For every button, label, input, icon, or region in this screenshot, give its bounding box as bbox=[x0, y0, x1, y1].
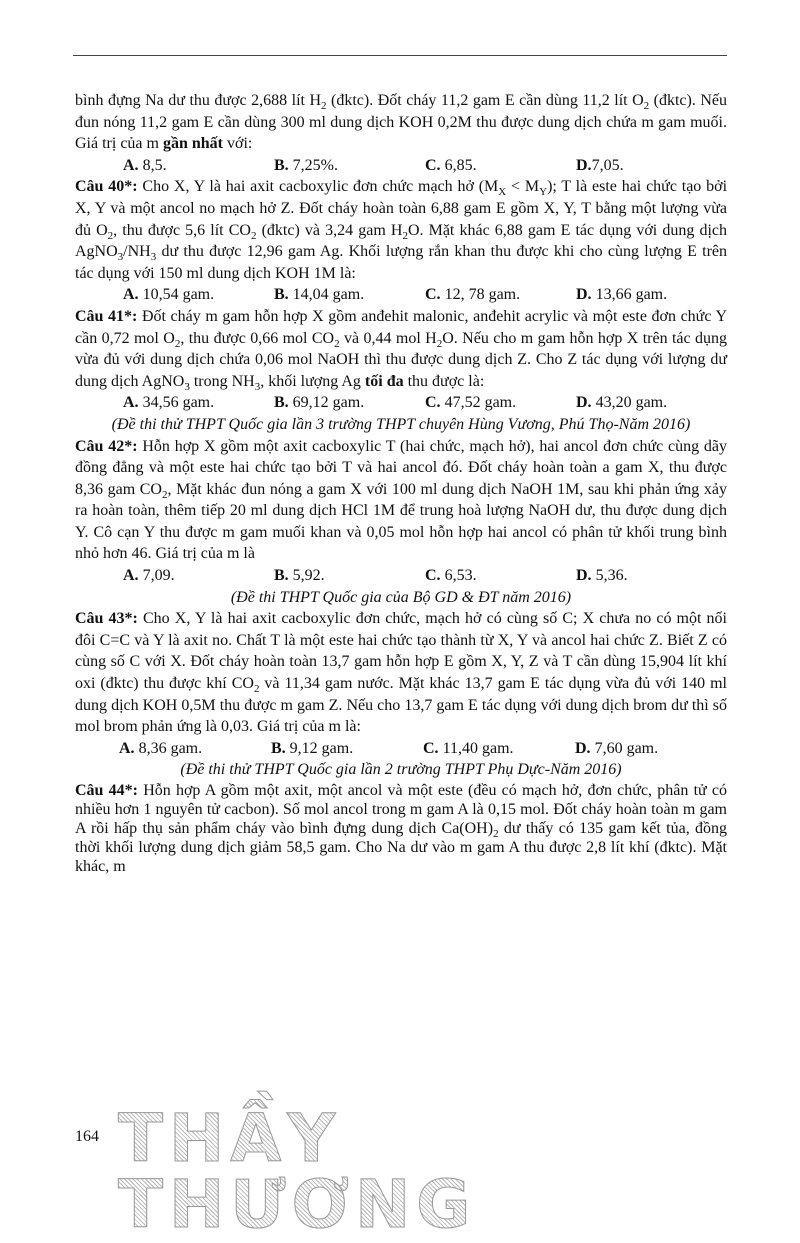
option-b: B. 14,04 gam. bbox=[274, 286, 365, 304]
question-42: Câu 42*: Hỗn hợp X gồm một axit cacboxylic T (hai chức, mạch hở), hai ancol đơn chức cùng dãy đồng đẳng và một este hai chức tạo bởi T và hai ancol đó. Đốt cháy hoàn toàn a gam X, thu được 8,36 gam $CO_2$, Mặt khác đun nóng a gam X với 100 ml dung dịch NaOH 1M, sau khi phản ứng xảy ra hoàn toàn, thêm tiếp 20 ml dung dịch HCl 1M để trung hoà lượng NaOH dư, thu được dung dịch Y. Cô cạn Y thu được m gam muối khan và 0,05 mol hỗn hợp hai ancol có phân tử khối trung bình nhỏ hơn 46. Giá trị của m là bbox=[75, 437, 728, 563]
option-a: A. 10,54 gam. bbox=[123, 286, 215, 304]
page-content bbox=[75, 90, 727, 876]
option-d: D. 43,20 gam. bbox=[576, 394, 668, 412]
option-a: A. 34,56 gam. bbox=[123, 394, 215, 412]
intro-options bbox=[123, 155, 727, 177]
watermark-logo: THẦY THƯƠNG bbox=[118, 1100, 477, 1243]
question-43-options bbox=[119, 738, 727, 760]
option-a: A. 8,5. bbox=[123, 156, 167, 174]
question-42-source: (Đề thi THPT Quốc gia của Bộ GD & ĐT năm 2016) bbox=[230, 588, 572, 606]
header-rule bbox=[73, 55, 727, 56]
option-d: D.7,05. bbox=[576, 156, 624, 174]
question-41: Câu 41*: Đốt cháy m gam hỗn hợp X gồm anđehit malonic, anđehit acrylic và một este đơn chức Y cần 0,72 mol $O_2$, thu được 0,66 mol $CO_2$ và 0,44 mol $H_2O$. Nếu cho m gam hỗn hợp X trên tác dụng vừa đủ với dung dịch chứa 0,06 mol NaOH thì thu được dung dịch Z. Cho Z tác dụng với lượng dư dung dịch AgNO$_3$ trong $NH_3$, khối lượng Ag tối đa thu được là: bbox=[75, 307, 728, 393]
option-b: B. 5,92. bbox=[274, 567, 325, 585]
question-42-options bbox=[123, 565, 727, 587]
option-c: C. 6,85. bbox=[425, 156, 477, 174]
option-b: B. 7,25%. bbox=[274, 156, 338, 174]
option-d: D. 5,36. bbox=[576, 567, 628, 585]
option-a: A. 7,09. bbox=[123, 567, 175, 585]
option-b: B. 9,12 gam. bbox=[271, 739, 354, 757]
question-43-source: (Đề thi thử THPT Quốc gia lần 2 trường THPT Phụ Dực-Năm 2016) bbox=[180, 761, 622, 779]
question-41-source: (Đề thi thử THPT Quốc gia lần 3 trường THPT chuyên Hùng Vương, Phú Thọ-Năm 2016) bbox=[111, 415, 691, 433]
option-b: B. 69,12 gam. bbox=[274, 394, 365, 412]
option-a: A. 8,36 gam. bbox=[119, 739, 203, 757]
question-43: Câu 43*: Cho X, Y là hai axit cacboxylic đơn chức, mạch hở có cùng số C; X chưa no có một nối đôi C=C và Y là axit no. Chất T là một este hai chức tạo thành từ X, Y và ancol hai chức Z. Biết Z có cùng số C với X. Đốt cháy hoàn toàn 13,7 gam hỗn hợp E gồm X, Y, Z và T cần dùng 15,904 lít khí oxi (đktc) thu được khí $CO_2$ và 11,34 gam nước. Mặt khác 13,7 gam E tác dụng vừa đủ với 140 ml dung dịch KOH 0,5M thu được m gam Z. Nếu cho 13,7 gam E tác dụng với dung dịch brom dư thì số mol brom phản ứng là 0,03. Giá trị của m là: bbox=[75, 610, 728, 736]
page-number: 164 bbox=[75, 1128, 99, 1145]
intro-paragraph: bình đựng Na dư thu được 2,688 lít $H_2$ (đktc). Đốt cháy 11,2 gam E cần dùng 11,2 lít $O_2$ (đktc). Nếu đun nóng 11,2 gam E cần dùng 300 ml dung dịch KOH 0,2M thu được dung dịch chứa m gam muối. Giá trị của m gần nhất với: bbox=[75, 92, 727, 153]
option-c: C. 6,53. bbox=[425, 567, 477, 585]
question-40-options bbox=[123, 284, 727, 306]
option-c: C. 11,40 gam. bbox=[423, 739, 514, 757]
question-40: Câu 40*: Cho X, Y là hai axit cacboxylic đơn chức mạch hở $(M_X < M_Y)$; T là este hai chức tạo bởi X, Y và một ancol no mạch hở Z. Đốt cháy hoàn toàn 6,88 gam E gồm X, Y, T bằng một lượng vừa đủ $O_2$, thu được 5,6 lít $CO_2$ (đktc) và 3,24 gam $H_2O$. Mặt khác 6,88 gam E tác dụng với dung dịch $AgNO_3/NH_3$ dư thu được 12,96 gam Ag. Khối lượng rắn khan thu được khi cho cùng lượng E trên tác dụng với 150 ml dung dịch KOH 1M là: bbox=[75, 178, 728, 282]
option-c: C. 47,52 gam. bbox=[425, 394, 517, 412]
question-41-options bbox=[123, 392, 727, 414]
option-d: D. 7,60 gam. bbox=[575, 739, 659, 757]
question-44: Câu 44*: Hỗn hợp A gồm một axit, một ancol và một este (đều có mạch hở, đơn chức, phân tử có nhiều hơn 1 nguyên tử cacbon). Số mol ancol trong m gam A là 0,15 mol. Đốt cháy hoàn toàn m gam A rồi hấp thụ sản phẩm cháy vào bình đựng dung dịch $Ca(OH)_2$ dư thấy có 135 gam kết tủa, đồng thời khối lượng dung dịch giảm 58,5 gam. Cho Na dư vào m gam A thu được 2,8 lít khí (đktc). Mặt khác, m bbox=[75, 782, 728, 875]
option-d: D. 13,66 gam. bbox=[576, 286, 668, 304]
option-c: C. 12, 78 gam. bbox=[425, 286, 521, 304]
